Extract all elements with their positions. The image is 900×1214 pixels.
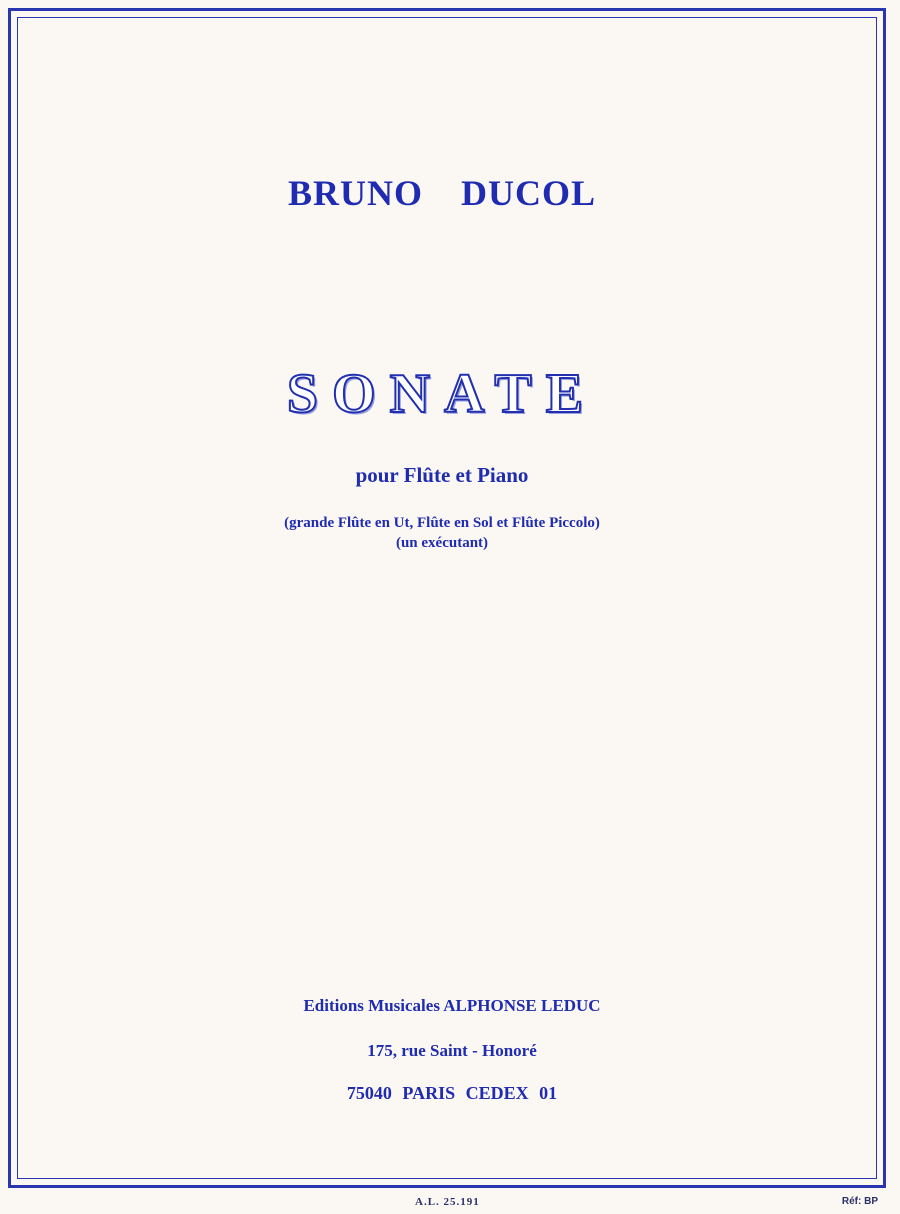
publisher-name: Editions Musicales ALPHONSE LEDUC <box>303 996 601 1015</box>
publisher-city: 75040 PARIS CEDEX 01 <box>346 1083 558 1103</box>
work-title: SONATE <box>286 363 598 425</box>
composer-name: BRUNO DUCOL <box>287 173 596 213</box>
plate-number: A.L. 25.191 <box>415 1196 480 1208</box>
work-subtitle: pour Flûte et Piano <box>355 463 529 487</box>
instrumentation-note <box>0 513 884 553</box>
publisher-address: 175, rue Saint - Honoré <box>367 1041 537 1060</box>
instrumentation-line: (grande Flûte en Ut, Flûte en Sol et Flûte Piccolo) <box>284 515 600 531</box>
performer-note: (un exécutant) <box>395 535 489 551</box>
reference-code: Réf: BP <box>841 1196 878 1207</box>
